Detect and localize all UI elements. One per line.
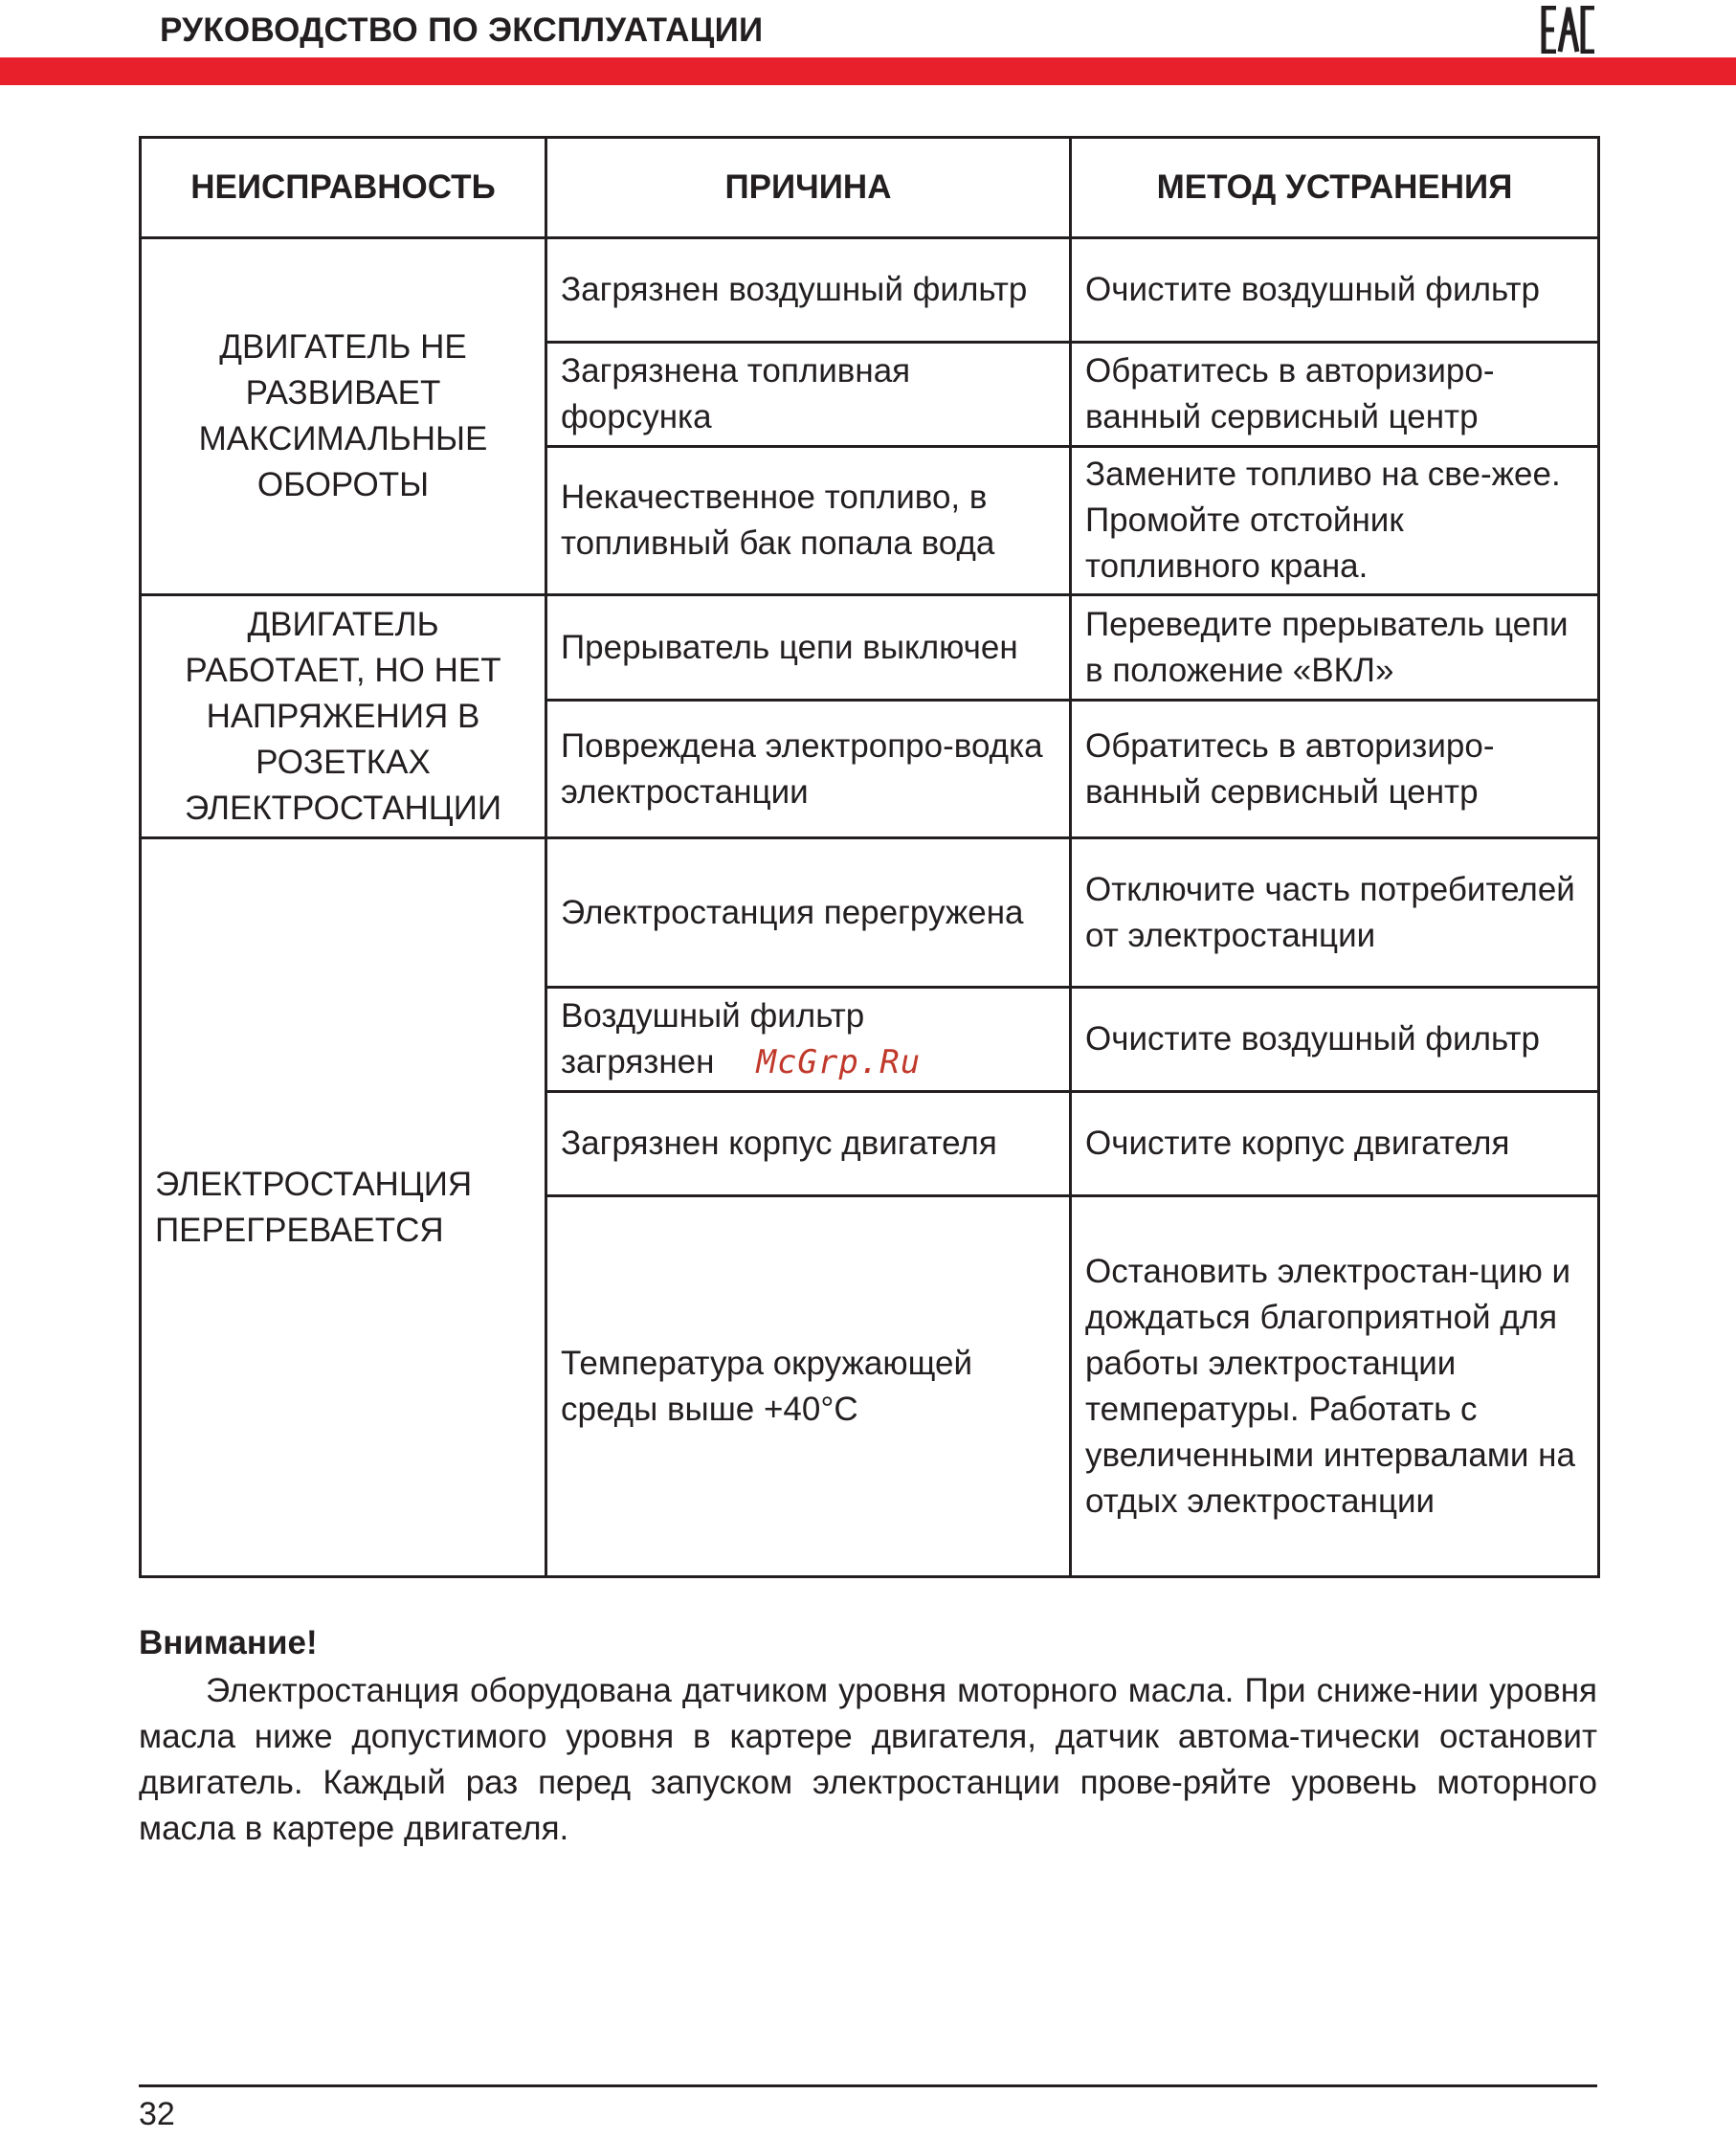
cause-cell	[546, 988, 1071, 1092]
header-red-bar	[0, 57, 1736, 85]
remedy-cell: Очистите корпус двигателя	[1071, 1092, 1599, 1196]
cause-cell: Загрязнена топливная форсунка	[546, 343, 1071, 447]
header-title: РУКОВОДСТВО ПО ЭКСПЛУАТАЦИИ	[160, 11, 764, 49]
fault-cell: ДВИГАТЕЛЬ РАБОТАЕТ, НО НЕТ НАПРЯЖЕНИЯ В РОЗЕТКАХ ЭЛЕКТРОСТАНЦИИ	[141, 595, 546, 838]
table-row	[141, 595, 1599, 701]
remedy-cell: Очистите воздушный фильтр	[1071, 238, 1599, 343]
cause-text: Воздушный фильтр загрязнен	[561, 997, 865, 1081]
watermark: McGrp.Ru	[756, 1043, 922, 1081]
table-row	[141, 838, 1599, 988]
cause-cell: Прерыватель цепи выключен	[546, 595, 1071, 701]
cause-cell: Температура окружающей среды выше +40°С	[546, 1196, 1071, 1577]
remedy-cell: Обратитесь в авторизиро-ванный сервисный центр	[1071, 701, 1599, 838]
remedy-cell: Замените топливо на све-жее. Промойте отстойник топливного крана.	[1071, 447, 1599, 595]
footer-divider	[139, 2084, 1597, 2087]
remedy-cell: Остановить электростан-цию и дождаться благоприятной для работы электростанции температуры. Работать с увеличенными интервалами на отдых электростанции	[1071, 1196, 1599, 1577]
remedy-cell: Переведите прерыватель цепи в положение «ВКЛ»	[1071, 595, 1599, 701]
table-row	[141, 238, 1599, 343]
cause-cell: Некачественное топливо, в топливный бак попала вода	[546, 447, 1071, 595]
attention-title: Внимание!	[139, 1624, 318, 1661]
troubleshooting-table	[139, 136, 1600, 1578]
cause-cell: Загрязнен воздушный фильтр	[546, 238, 1071, 343]
cause-cell: Загрязнен корпус двигателя	[546, 1092, 1071, 1196]
column-header-remedy: МЕТОД УСТРАНЕНИЯ	[1071, 138, 1599, 238]
fault-cell: ДВИГАТЕЛЬ НЕ РАЗВИВАЕТ МАКСИМАЛЬНЫЕ ОБОРОТЫ	[141, 238, 546, 595]
page-number: 32	[139, 2096, 175, 2132]
column-header-fault: НЕИСПРАВНОСТЬ	[141, 138, 546, 238]
cause-cell: Повреждена электропро-водка электростанции	[546, 701, 1071, 838]
fault-cell: ЭЛЕКТРОСТАНЦИЯ ПЕРЕГРЕВАЕТСЯ	[141, 838, 546, 1577]
cause-cell: Электростанция перегружена	[546, 838, 1071, 988]
remedy-cell: Очистите воздушный фильтр	[1071, 988, 1599, 1092]
column-header-cause: ПРИЧИНА	[546, 138, 1071, 238]
table-header-row	[141, 138, 1599, 238]
eac-logo-icon	[1541, 6, 1596, 54]
remedy-cell: Отключите часть потребителей от электростанции	[1071, 838, 1599, 988]
remedy-cell: Обратитесь в авторизиро-ванный сервисный центр	[1071, 343, 1599, 447]
attention-paragraph: Электростанция оборудована датчиком уровня моторного масла. При сниже-нии уровня масла ниже допустимого уровня в картере двигателя, датчик автома-тически остановит двигатель. Каждый раз перед запуском электростанции прове-ряйте уровень моторного масла в картере двигателя.	[139, 1672, 1597, 1847]
